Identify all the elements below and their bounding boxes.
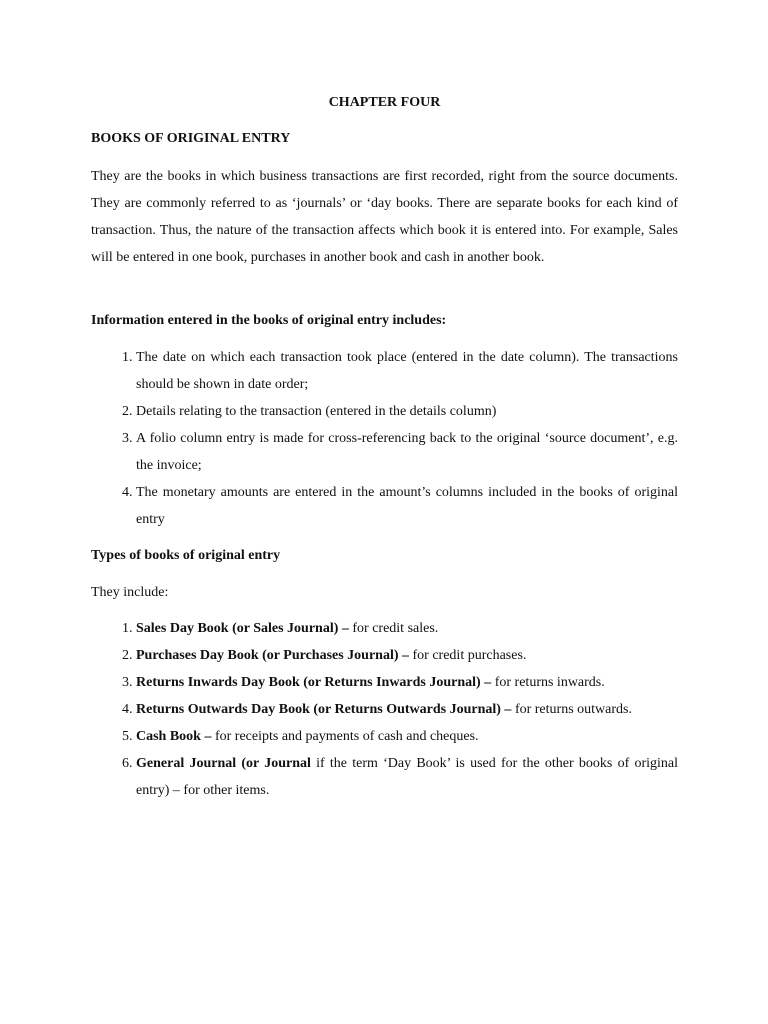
list-item bbox=[136, 615, 678, 642]
types-heading: Types of books of original entry bbox=[91, 548, 281, 563]
section-heading: BOOKS OF ORIGINAL ENTRY bbox=[91, 131, 291, 146]
info-heading: Information entered in the books of original entry includes: bbox=[91, 313, 447, 328]
book-purpose: for returns outwards. bbox=[511, 702, 632, 717]
book-purpose: for credit sales. bbox=[348, 621, 439, 636]
book-name: Cash Book – bbox=[136, 729, 212, 744]
list-item bbox=[136, 669, 678, 696]
book-name: General Journal (or Journal bbox=[136, 756, 311, 771]
info-list bbox=[91, 344, 678, 533]
book-purpose: if the term ‘Day Book’ is used for the other books of original entry) – for other items. bbox=[136, 756, 679, 798]
list-item bbox=[136, 750, 678, 804]
book-name: Sales Day Book (or Sales Journal) – bbox=[136, 621, 349, 636]
list-item bbox=[136, 642, 678, 669]
book-purpose: for receipts and payments of cash and cheques. bbox=[211, 729, 479, 744]
list-item: 2. Details relating to the transaction (entered in the details column) bbox=[136, 398, 678, 425]
types-list bbox=[91, 615, 678, 804]
document-page bbox=[91, 0, 678, 1024]
list-item: 4. The monetary amounts are entered in the amount’s columns included in the books of original entry bbox=[136, 479, 678, 533]
chapter-title: CHAPTER FOUR bbox=[328, 95, 441, 110]
list-item: 3. A folio column entry is made for cross-referencing back to the original ‘source document’, e.g. the invoice; bbox=[136, 425, 678, 479]
book-name: Returns Inwards Day Book (or Returns Inwards Journal) – bbox=[136, 675, 492, 690]
types-intro: They include: bbox=[91, 585, 169, 600]
list-item bbox=[136, 723, 678, 750]
list-item bbox=[136, 696, 678, 723]
book-purpose: for returns inwards. bbox=[491, 675, 605, 690]
book-name: Purchases Day Book (or Purchases Journal) – bbox=[136, 648, 410, 663]
book-name: Returns Outwards Day Book (or Returns Outwards Journal) – bbox=[136, 702, 512, 717]
book-purpose: for credit purchases. bbox=[409, 648, 527, 663]
intro-paragraph: They are the books in which business transactions are first recorded, right from the source documents. They are commonly referred to as ‘journals’ or ‘day books. There are separate books for each kind of transaction. Thus, the nature of the transaction affects which book it is entered into. For example, Sales will be entered in one book, purchases in another book and cash in another book. bbox=[91, 169, 678, 265]
list-item: 1. The date on which each transaction took place (entered in the date column). The transactions should be shown in date order; bbox=[136, 344, 678, 398]
